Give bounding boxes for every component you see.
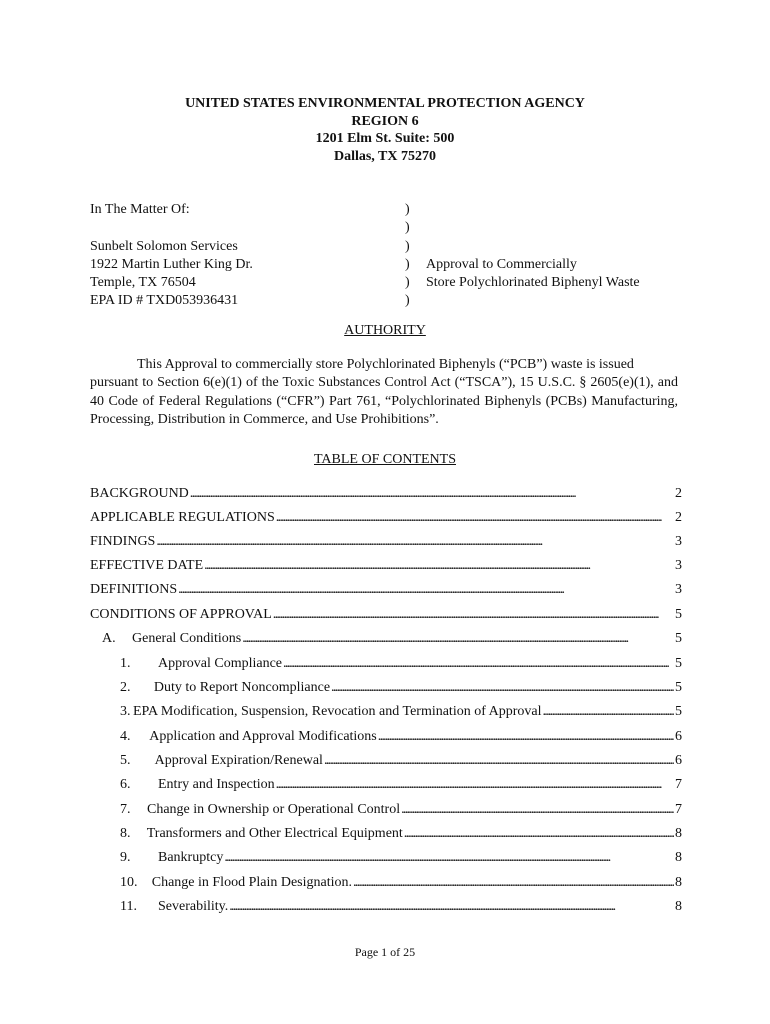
toc-entry-page: 3 (675, 582, 682, 597)
toc-entry[interactable] (90, 508, 682, 528)
toc-leader-dots (273, 605, 674, 625)
toc-entry-label: CONDITIONS OF APPROVAL (90, 607, 272, 622)
toc-entry-number: 7. (120, 802, 131, 817)
toc-leader-dots (542, 702, 674, 722)
toc-entry-number: 8. (120, 826, 131, 841)
agency-address-line1: 1201 Elm St. Suite: 500 (315, 131, 455, 146)
case-caption-left (90, 201, 253, 311)
toc-entry[interactable] (120, 873, 682, 893)
toc-entry-page: 5 (675, 680, 682, 695)
toc-entry-page: 2 (675, 510, 682, 525)
toc-leader-dots (229, 897, 674, 917)
toc-leader-dots (224, 848, 674, 868)
paren: ) (405, 293, 410, 309)
toc-entry[interactable] (90, 484, 682, 504)
toc-entry-page: 3 (675, 534, 682, 549)
company-street: 1922 Martin Luther King Dr. (90, 256, 253, 272)
toc-entry-page: 3 (675, 558, 682, 573)
toc-entry-page: 5 (675, 656, 682, 671)
toc-entry-label: Duty to Report Noncompliance (153, 680, 331, 695)
toc-entry-label: DEFINITIONS (90, 582, 178, 597)
toc-entry-label: APPLICABLE REGULATIONS (90, 510, 275, 525)
toc-entry-label: General Conditions (132, 631, 242, 646)
toc-entry-label: EPA Modification, Suspension, Revocation and Termination of Approval (133, 704, 542, 719)
toc-leader-dots (156, 532, 674, 552)
toc-entry-page: 7 (675, 802, 682, 817)
toc-entry-page: 8 (675, 875, 682, 890)
approval-title-line1: Approval to Commercially (426, 257, 577, 272)
toc-entry-number: A. (102, 631, 116, 646)
toc-entry-number: 2. (120, 680, 131, 695)
toc-entry-number: 11. (120, 899, 137, 914)
toc-entry-label: Approval Compliance (158, 656, 283, 671)
toc-entry-label: EFFECTIVE DATE (90, 558, 204, 573)
agency-name: UNITED STATES ENVIRONMENTAL PROTECTION AGENCY (185, 96, 585, 111)
toc-entry[interactable] (120, 654, 682, 674)
toc-heading: TABLE OF CONTENTS (314, 452, 456, 467)
toc-entry[interactable] (120, 897, 682, 917)
toc-entry-label: Change in Flood Plain Designation. (151, 875, 352, 890)
toc-entry-number: 5. (120, 753, 131, 768)
toc-leader-dots (331, 678, 674, 698)
toc-leader-dots (401, 800, 674, 820)
toc-entry-page: 8 (675, 899, 682, 914)
toc-leader-dots (378, 727, 674, 747)
toc-entry[interactable] (120, 824, 682, 844)
toc-entry-label: Change in Ownership or Operational Control (146, 802, 401, 817)
toc-entry-page: 7 (675, 777, 682, 792)
company-name: Sunbelt Solomon Services (90, 238, 238, 254)
paren: ) (405, 238, 410, 254)
toc-entry-page: 2 (675, 486, 682, 501)
toc-leader-dots (242, 629, 674, 649)
toc-entry-label: Entry and Inspection (158, 777, 275, 792)
page-number: Page 1 of 25 (354, 945, 416, 959)
toc-entry-page: 6 (675, 729, 682, 744)
toc-entry-label: Transformers and Other Electrical Equipment (146, 826, 403, 841)
letterhead (0, 95, 770, 165)
toc-entry[interactable] (90, 605, 682, 625)
toc-entry[interactable] (120, 727, 682, 747)
toc-entry[interactable] (120, 702, 682, 722)
paren: ) (405, 256, 410, 272)
toc-entry-page: 6 (675, 753, 682, 768)
caption-spacer (90, 219, 253, 237)
toc-entry-label: Application and Approval Modifications (149, 729, 377, 744)
epa-id: EPA ID # TXD053936431 (90, 293, 239, 309)
toc-entry-label: FINDINGS (90, 534, 156, 549)
toc-leader-dots (324, 751, 674, 771)
authority-paragraph (90, 356, 678, 430)
toc-entry-page: 5 (675, 704, 682, 719)
authority-continuation: pursuant to Section 6(e)(1) of the Toxic Substances Control Act (“TSCA”), 15 U.S.C. § 2605(e)(1), and 40 Code of Federal Regulations (“CFR”) Part 761, “Polychlorinated Biphenyls (PCBs) Manufacturing, Processing, Distribution in Commerce, and Use Prohibitions”. (90, 375, 678, 428)
approval-title-line2: Store Polychlorinated Biphenyl Waste (426, 274, 640, 290)
toc-entry-page: 8 (675, 826, 682, 841)
caption-parentheses (405, 201, 410, 311)
toc-leader-dots (204, 556, 674, 576)
toc-leader-dots (190, 484, 674, 504)
toc-entry-number: 4. (120, 729, 131, 744)
case-caption-right (426, 256, 640, 291)
toc-leader-dots (276, 775, 674, 795)
paren: ) (405, 202, 410, 217)
toc-entry-label: Bankruptcy (158, 850, 224, 865)
toc-entry-page: 5 (675, 607, 682, 622)
toc-entry-label: BACKGROUND (90, 486, 189, 501)
toc-entry[interactable] (90, 580, 682, 600)
toc-entry-number: 1. (120, 656, 131, 671)
toc-entry[interactable] (90, 532, 682, 552)
toc-leader-dots (283, 654, 674, 674)
toc-entry[interactable] (120, 775, 682, 795)
authority-heading: AUTHORITY (344, 323, 426, 338)
toc-entry-number: 10. (120, 875, 138, 890)
region-name: REGION 6 (351, 113, 419, 129)
toc-entry[interactable] (120, 678, 682, 698)
authority-first-line: This Approval to commercially store Polychlorinated Biphenyls (“PCB”) waste is issued (137, 357, 634, 372)
paren: ) (405, 220, 410, 236)
toc-leader-dots (178, 580, 674, 600)
toc-entry[interactable] (120, 751, 682, 771)
toc-entry-number: 9. (120, 850, 131, 865)
toc-leader-dots (404, 824, 674, 844)
matter-label: In The Matter Of: (90, 202, 190, 217)
company-city: Temple, TX 76504 (90, 275, 196, 291)
agency-address-line2: Dallas, TX 75270 (333, 148, 437, 164)
toc-entry-number: 3. (120, 704, 131, 719)
toc-entry[interactable] (120, 800, 682, 820)
toc-entry-number: 6. (120, 777, 131, 792)
toc-leader-dots (353, 873, 674, 893)
toc-leader-dots (276, 508, 674, 528)
toc-entry[interactable] (90, 556, 682, 576)
paren: ) (405, 275, 410, 291)
toc-entry-page: 8 (675, 850, 682, 865)
toc-entry-page: 5 (675, 631, 682, 646)
toc-entry-label: Severability. (158, 899, 229, 914)
toc-entry-label: Approval Expiration/Renewal (154, 753, 323, 768)
toc-entry[interactable] (102, 629, 682, 649)
toc-entry[interactable] (120, 848, 682, 868)
